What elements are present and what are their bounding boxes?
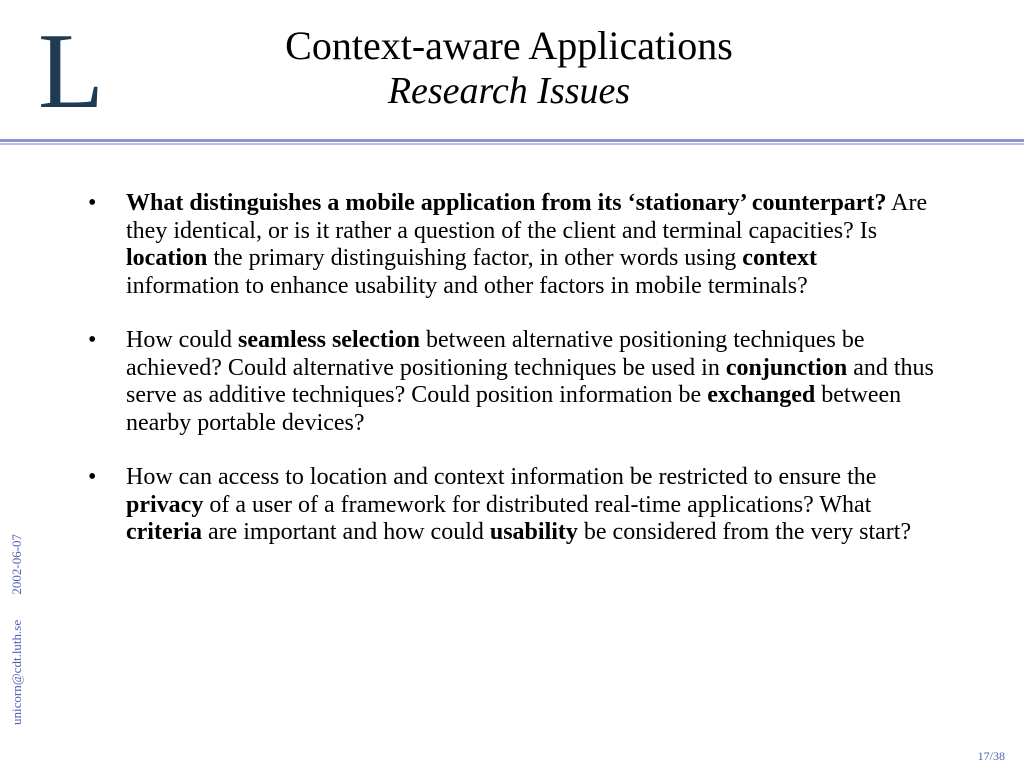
body-text: between alternative positioning techniques be achieved? Could alternative positioning techniques be used in <box>126 327 865 381</box>
logo: L <box>38 12 102 131</box>
body-text: of a user of a framework for distributed real-time applications? What <box>203 491 872 518</box>
side-footer <box>9 512 25 725</box>
slide-date: 2002-06-07 <box>9 533 24 595</box>
emphasis-text: What distinguishes a mobile application from its ‘stationary’ counterpart? <box>126 190 887 216</box>
bullet-marker: • <box>88 464 97 490</box>
emphasis-text: privacy <box>126 491 204 518</box>
slide-subtitle: Research Issues <box>387 70 631 112</box>
author-email: unicorn@cdt.luth.se <box>9 619 24 725</box>
emphasis-text: criteria <box>126 519 202 545</box>
body-text: information to enhance usability and other factors in mobile terminals? <box>126 272 808 299</box>
header-divider-secondary <box>0 143 1024 145</box>
body-text: between nearby portable devices? <box>126 382 902 436</box>
bullet-text <box>126 464 911 545</box>
body-text: and thus serve as additive techniques? Could position information be <box>126 354 934 408</box>
bullet-marker: • <box>88 327 97 353</box>
slide-title: Context-aware Applications <box>285 23 733 68</box>
bullet-item-3 <box>86 464 936 547</box>
body-text: Are they identical, or is it rather a question of the client and terminal capacities? Is <box>126 190 928 244</box>
bullet-item-1 <box>86 190 936 300</box>
bullet-marker: • <box>88 190 97 216</box>
body-text: are important and how could <box>201 519 490 545</box>
body-text: How could <box>126 327 238 353</box>
body-text: How can access to location and context information be restricted to ensure the <box>126 464 877 490</box>
emphasis-text: location <box>126 245 208 271</box>
body-text: the primary distinguishing factor, in other words using <box>207 245 743 271</box>
slide-header <box>0 22 1024 112</box>
bullet-list <box>86 190 936 574</box>
page-number: 17/38 <box>977 749 1005 763</box>
emphasis-text: seamless selection <box>237 327 420 353</box>
emphasis-text: conjunction <box>725 354 848 381</box>
emphasis-text: exchanged <box>707 382 816 408</box>
bullet-item-2 <box>86 327 936 437</box>
bullet-text <box>126 190 927 299</box>
body-text: be considered from the very start? <box>577 519 912 545</box>
header-divider <box>0 139 1024 142</box>
emphasis-text: context <box>742 245 817 271</box>
emphasis-text: usability <box>489 519 578 545</box>
bullet-text <box>126 327 934 436</box>
